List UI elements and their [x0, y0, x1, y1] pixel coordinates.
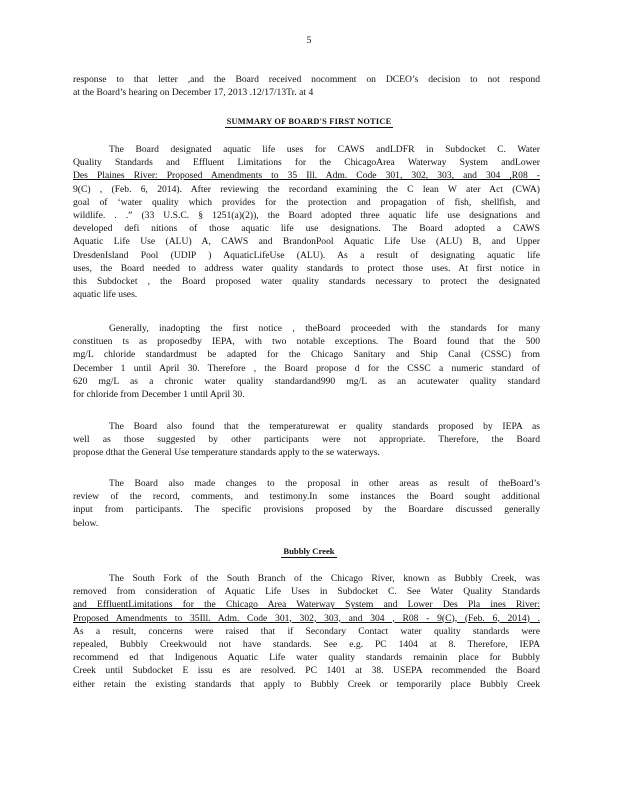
text-line: Aquatic Life Use (ALU) A, CAWS and BrandonPool Aquatic Life Use (ALU) B, and Upper — [73, 236, 540, 248]
text-line: recommend ed that Indigenous Aquatic Life water quality standards remainin place for Bubbly — [73, 652, 540, 664]
text-line: Quality Standards and Effluent Limitations for the ChicagoArea Waterway System andLower — [73, 157, 540, 169]
text-line: December 1 until April 30. Therefore , the Board propose d for the CSSC a numeric standard of — [73, 362, 540, 374]
text-line: constituen ts as proposedby IEPA, with two notable exceptions. The Board found that the 500 — [73, 336, 540, 348]
text-line: for chloride from December 1 until April 30. — [73, 388, 245, 400]
text-line: Proposed Amendments to 35Ill. Adm. Code 301, 302, 303, and 304 , R08 - 9(C), (Feb. 6, 2014) . — [73, 612, 540, 624]
paragraph-chloride — [73, 322, 540, 401]
text-line: The Board also made changes to the proposal in other areas as result of theBoard’s — [109, 478, 540, 489]
section-heading-text: SUMMARY OF BOARD'S FIRST NOTICE — [226, 117, 392, 126]
paragraph-temperature — [73, 420, 540, 460]
text-line: 9(C) , (Feb. 6, 2014). After reviewing the recordand examining the C lean W ater Act (CWA) — [73, 183, 540, 195]
text-line: The South Fork of the South Branch of the Chicago River, known as Bubbly Creek, was — [109, 573, 540, 584]
text-line: review of the record, comments, and testimony.In some instances the Board sought additional — [73, 491, 540, 503]
text-line: DresdenIsland Pool (UDIP ) AquaticLifeUse (ALU). As a result of designating aquatic life — [73, 249, 540, 261]
text-line: wildlife. . .” (33 U.S.C. § 1251(a)(2)), the Board adopted three aquatic life use designations and — [73, 209, 540, 221]
text-line: at the Board’s hearing on December 17, 2013 .12/17/13Tr. at 4 — [73, 87, 314, 99]
paragraph-designated-uses — [73, 143, 540, 301]
text-line: uses, the Board needed to address water quality standards to protect those uses. At first notice in — [73, 262, 540, 274]
text-line: below. — [73, 517, 99, 529]
text-line: Creek until Subdocket E issu es are resolved. PC 1401 at 38. USEPA recommended the Board — [73, 665, 540, 677]
intro-paragraph — [73, 73, 540, 99]
subsection-heading-text: Bubbly Creek — [283, 546, 335, 556]
text-line: Generally, inadopting the first notice , theBoard proceeded with the standards for many — [109, 323, 540, 334]
text-line: aquatic life uses. — [73, 289, 138, 301]
subsection-heading-bubbly-creek — [0, 546, 618, 556]
paragraph-other-changes — [73, 477, 540, 530]
text-line: removed from consideration of Aquatic Life Uses in Subdocket C. See Water Quality Standards — [73, 586, 540, 598]
text-line: this Subdocket , the Board proposed water quality standards necessary to protect the designated — [73, 275, 540, 287]
text-line: The Board designated aquatic life uses for CAWS andLDFR in Subdocket C. Water — [109, 144, 540, 155]
text-line: The Board also found that the temperaturewat er quality standards proposed by IEPA as — [109, 421, 540, 432]
text-line: 620 mg/L as a chronic water quality standardand990 mg/L as an acutewater quality standard — [73, 375, 540, 387]
text-line: either retain the existing standards that apply to Bubbly Creek or temporarily place Bubbly Creek — [73, 678, 540, 690]
text-line: response to that letter ,and the Board received nocomment on DCEO’s decision to not respond — [73, 74, 540, 85]
text-line: repealed, Bubbly Creekwould not have standards. See e.g. PC 1404 at 8. Therefore, IEPA — [73, 638, 540, 650]
text-line: goal of ‘water quality which provides for the protection and propagation of fish, shellfish, and — [73, 196, 540, 208]
text-line: Des Plaines River: Proposed Amendments to 35 Ill. Adm. Code 301, 302, 303, and 304 ,R08 - — [73, 170, 540, 182]
text-line: well as those suggested by other participants were not appropriate. Therefore, the Board — [73, 434, 540, 446]
text-line: mg/L chloride standardmust be adapted for the Chicago Sanitary and Ship Canal (CSSC) from — [73, 349, 540, 361]
text-line: propose dthat the General Use temperature standards apply to the se waterways. — [73, 447, 380, 459]
text-line: As a result, concerns were raised that if Secondary Contact water quality standards were — [73, 625, 540, 637]
text-line: input from participants. The specific provisions proposed by the Boardare discussed generally — [73, 504, 540, 516]
page-number: 5 — [306, 36, 312, 46]
section-heading-summary — [0, 117, 618, 126]
text-line: and EffluentLimitations for the Chicago Area Waterway System and Lower Des Pla ines River: — [73, 599, 540, 611]
paragraph-bubbly-creek — [73, 572, 540, 691]
text-line: developed defi nitions of those aquatic life use designations. The Board adopted a CAWS — [73, 223, 540, 235]
